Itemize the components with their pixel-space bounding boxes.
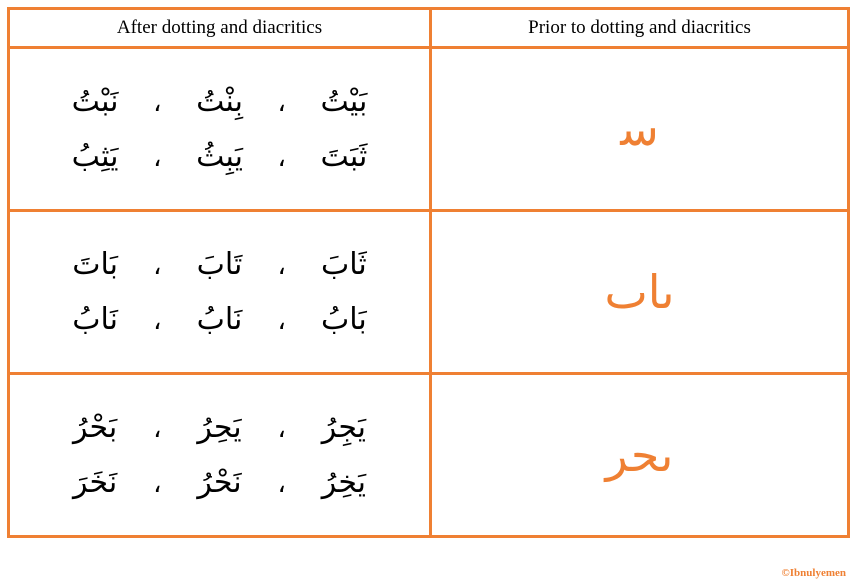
word-separator: ،: [277, 469, 286, 499]
word-separator: ،: [277, 306, 286, 336]
word-line: [10, 129, 429, 185]
after-dotting-cell: [9, 48, 431, 211]
word-separator: ،: [153, 413, 162, 444]
table-row: [9, 374, 849, 537]
word-line: [10, 400, 429, 456]
arabic-word: بِنْتُ: [196, 83, 243, 119]
arabic-word: بَابُ: [321, 302, 367, 337]
prior-dotting-cell: [431, 48, 849, 211]
word-separator: ،: [277, 413, 286, 444]
word-separator: ،: [153, 87, 162, 118]
word-line: [10, 74, 429, 130]
arabic-word: تَابَ: [196, 246, 243, 282]
root-skeleton: ﺳ: [620, 101, 659, 156]
arabic-word: يَجِرُ: [321, 409, 367, 445]
arabic-roots-table: [7, 7, 850, 538]
arabic-word: ثَبَتَ: [320, 139, 368, 174]
column-header-prior: Prior to dotting and diacritics: [431, 9, 849, 48]
word-line: [10, 455, 429, 511]
arabic-word: يَخِرُ: [321, 465, 367, 500]
root-skeleton: ٮحر: [605, 427, 674, 482]
arabic-word: يَحِرُ: [197, 409, 242, 445]
arabic-word: يَثِبُ: [71, 139, 119, 174]
arabic-word: نَحْرُ: [197, 465, 242, 500]
table-row: [9, 48, 849, 211]
word-separator: ،: [277, 143, 286, 173]
arabic-word: بَاتَ: [72, 246, 118, 282]
prior-dotting-cell: [431, 211, 849, 374]
word-separator: ،: [153, 143, 162, 173]
word-separator: ،: [153, 250, 162, 281]
word-line: [10, 237, 429, 293]
arabic-word: بَيْتُ: [320, 83, 368, 119]
arabic-word: نَابُ: [196, 302, 243, 337]
arabic-word: ثَابَ: [321, 246, 367, 282]
after-dotting-cell: [9, 211, 431, 374]
word-separator: ،: [277, 250, 286, 281]
arabic-word: نَخَرَ: [72, 465, 118, 500]
after-dotting-cell: [9, 374, 431, 537]
arabic-word: نَبْتُ: [71, 83, 119, 119]
table-header-row: [9, 9, 849, 48]
table-row: [9, 211, 849, 374]
root-skeleton: ںاٮ: [604, 264, 675, 319]
column-header-after: After dotting and diacritics: [9, 9, 431, 48]
arabic-word: بَحْرُ: [72, 409, 118, 445]
prior-dotting-cell: [431, 374, 849, 537]
word-separator: ،: [277, 87, 286, 118]
copyright-credit: ©Ibnulyemen: [781, 567, 846, 579]
arabic-word: يَبِثُ: [196, 139, 243, 174]
arabic-word: نَابُ: [72, 302, 118, 337]
word-separator: ،: [153, 306, 162, 336]
word-separator: ،: [153, 469, 162, 499]
word-line: [10, 292, 429, 348]
